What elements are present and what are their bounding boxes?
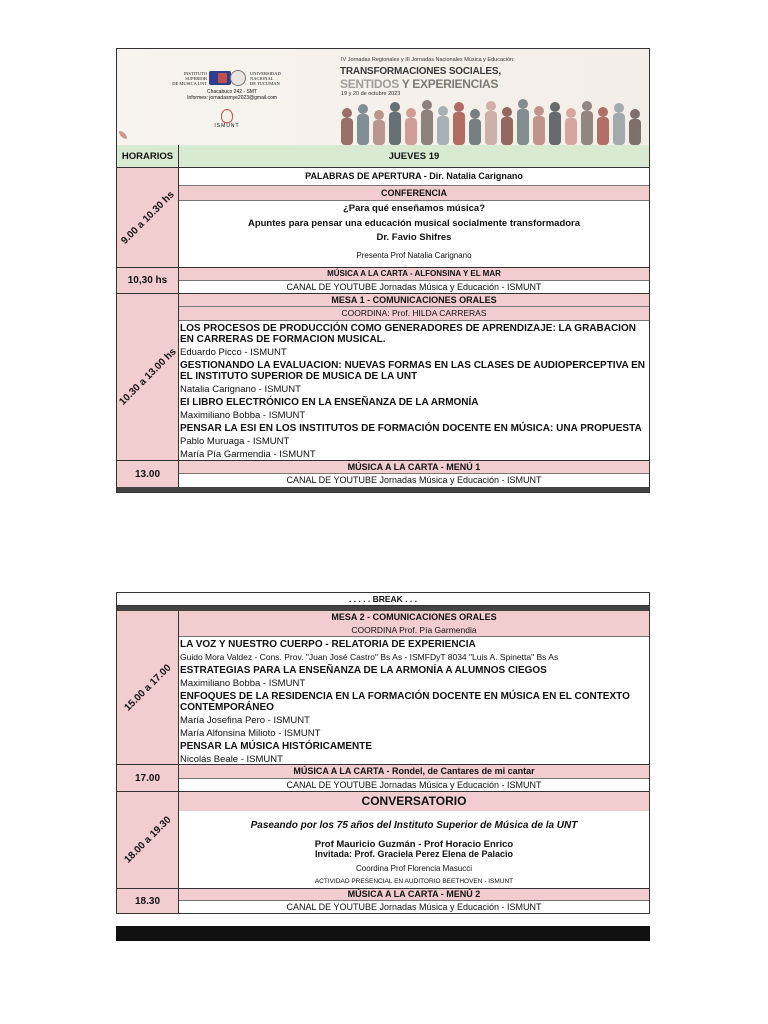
event-line: IV Jornadas Regionales y III Jornadas Nacionales Música y Educación: bbox=[341, 57, 515, 63]
talk-title: LA VOZ Y NUESTRO CUERPO - RELATORIA DE EXPERIENCIA bbox=[180, 639, 476, 650]
event-banner bbox=[117, 49, 649, 146]
time-label: 18.00 a 19.30 bbox=[121, 814, 174, 866]
slot-1030-musica bbox=[117, 268, 649, 294]
conference-speaker: Dr. Favio Shifres bbox=[376, 232, 452, 243]
conversatorio-invitada: Invitada: Prof. Graciela Perez Elena de Palacio bbox=[314, 849, 514, 859]
talk-title: PENSAR LA MÚSICA HISTÓRICAMENTE bbox=[180, 741, 373, 752]
talk-author: Eduardo Picco - ISMUNT bbox=[180, 347, 287, 358]
content-cell bbox=[179, 168, 649, 267]
talk-title: GESTIONANDO LA EVALUACION: NUEVAS FORMAS EN LAS CLASES DE AUDIOPERCEPTIVA EN EL INSTITUTO SUPERIOR DE MUSICA DE LA UNT bbox=[180, 360, 646, 382]
content-cell bbox=[179, 765, 649, 791]
time-label: 15.00 a 17.00 bbox=[121, 661, 174, 714]
table-bottom-rule bbox=[117, 487, 649, 492]
youtube-channel: CANAL DE YOUTUBE Jornadas Música y Educación - ISMUNT bbox=[286, 475, 542, 485]
musica-carta-bar: MÚSICA A LA CARTA - MENÚ 2 bbox=[179, 889, 649, 901]
talk-author: María Pía Garmendia - ISMUNT bbox=[180, 449, 316, 460]
address: Chacabuco 242 - SMT bbox=[206, 89, 258, 95]
event-title-1: TRANSFORMACIONES SOCIALES, bbox=[340, 66, 501, 77]
slot-1800-conversatorio bbox=[117, 792, 649, 889]
mesa-coordinator: COORDINA: Prof. HILDA CARRERAS bbox=[179, 307, 649, 321]
time-cell bbox=[117, 792, 179, 888]
leaf-decoration bbox=[119, 131, 127, 139]
slot-1030-mesa1 bbox=[117, 294, 649, 461]
time-cell: 13.00 bbox=[117, 461, 179, 487]
unt-name: UNIVERSIDAD NACIONAL DE TUCUMAN bbox=[250, 71, 281, 86]
time-cell: 17.00 bbox=[117, 765, 179, 791]
talk-author: Natalia Carignano - ISMUNT bbox=[180, 384, 301, 395]
conference-question: ¿Para qué enseñamos música? bbox=[342, 203, 486, 214]
content-cell bbox=[179, 461, 649, 487]
opening-remarks: PALABRAS DE APERTURA - Dir. Natalia Carignano bbox=[179, 168, 649, 186]
slot-0900 bbox=[117, 168, 649, 268]
conference-presenter: Presenta Prof Natalia Carignano bbox=[356, 251, 472, 260]
unt-seal-icon bbox=[230, 70, 246, 86]
musica-carta-bar: MÚSICA A LA CARTA - ALFONSINA Y EL MAR bbox=[179, 268, 649, 281]
conference-label: CONFERENCIA bbox=[179, 186, 649, 201]
content-cell bbox=[179, 294, 649, 460]
event-title-2: SENTIDOS Y EXPERIENCIAS bbox=[340, 77, 499, 91]
break-row bbox=[117, 593, 649, 606]
time-cell bbox=[117, 611, 179, 764]
conversatorio-subtitle: Paseando por los 75 años del Instituto Superior de Música de la UNT bbox=[250, 820, 578, 831]
youtube-channel: CANAL DE YOUTUBE Jornadas Música y Educación - ISMUNT bbox=[286, 780, 542, 790]
youtube-channel: CANAL DE YOUTUBE Jornadas Música y Educación - ISMUNT bbox=[286, 282, 542, 292]
table-header-row bbox=[117, 145, 649, 168]
ismunt-logo-text: ISMUNT bbox=[214, 123, 240, 129]
time-cell: 18.30 bbox=[117, 889, 179, 913]
ismunt-logo-icon bbox=[221, 109, 233, 123]
talk-author: María Josefina Pero - ISMUNT bbox=[180, 715, 310, 726]
break-label: . . . . . BREAK . . . bbox=[348, 594, 417, 604]
col-header-day: JUEVES 19 bbox=[388, 151, 440, 162]
talk-title: PENSAR LA ESI EN LOS INSTITUTOS DE FORMACIÓN DOCENTE EN MÚSICA: UNA PROPUESTA bbox=[180, 423, 642, 434]
conference-subtitle: Apuntes para pensar una educación musical socialmente transformadora bbox=[247, 218, 581, 229]
time-label: 9.00 a 10.30 hs bbox=[118, 188, 177, 247]
slot-1700-musica bbox=[117, 765, 649, 792]
musica-carta-bar: MÚSICA A LA CARTA - Rondel, de Cantares de mi cantar bbox=[179, 765, 649, 779]
talk-title: ESTRATEGIAS PARA LA ENSEÑANZA DE LA ARMONÍA A ALUMNOS CIEGOS bbox=[180, 665, 547, 676]
talk-title: ENFOQUES DE LA RESIDENCIA EN LA FORMACIÓN DOCENTE EN MÚSICA EN EL CONTEXTO CONTEMPORÁNEO bbox=[180, 691, 630, 713]
talk-title: EI LIBRO ELECTRÓNICO EN LA ENSEÑANZA DE LA ARMONÍA bbox=[180, 397, 479, 408]
col-header-horarios: HORARIOS bbox=[117, 145, 179, 167]
talk-author: Maximiliano Bobba - ISMUNT bbox=[180, 410, 306, 421]
musica-carta-bar: MÚSICA A LA CARTA - MENÚ 1 bbox=[179, 461, 649, 474]
footer-bar bbox=[116, 926, 650, 941]
time-cell bbox=[117, 168, 179, 267]
contact-email: Informes: jornadasmye2023@gmail.com bbox=[187, 95, 277, 101]
mesa-coordinator: COORDINA Prof. Pía Garmendia bbox=[179, 624, 649, 637]
schedule-table-day1-afternoon bbox=[116, 592, 650, 914]
youtube-channel: CANAL DE YOUTUBE Jornadas Música y Educación - ISMUNT bbox=[286, 902, 542, 912]
slot-1830-musica bbox=[117, 889, 649, 913]
conversatorio-title: CONVERSATORIO bbox=[179, 792, 649, 811]
content-cell bbox=[179, 611, 649, 764]
time-cell: 10,30 hs bbox=[117, 268, 179, 293]
conversatorio-actividad: ACTIVIDAD PRESENCIAL EN AUDITORIO BEETHOVEN - ISMUNT bbox=[314, 878, 514, 885]
schedule-table-day1 bbox=[116, 48, 650, 493]
talk-author: Maximiliano Bobba - ISMUNT bbox=[180, 678, 306, 689]
slot-1500-mesa2 bbox=[117, 611, 649, 765]
talk-title: LOS PROCESOS DE PRODUCCIÓN COMO GENERADORES DE APRENDIZAJE: LA GRABACION EN CARRERAS DE FORMACION MUSICAL. bbox=[180, 323, 636, 345]
talk-author: Nicolás Beale - ISMUNT bbox=[180, 754, 283, 764]
talk-author: Guido Mora Valdez - Cons. Prov. "Juan José Castro" Bs As - ISMFDyT 8034 "Luis A. Spinetta" Bs As bbox=[180, 652, 559, 662]
content-cell bbox=[179, 268, 649, 293]
mesa-title: MESA 1 - COMUNICACIONES ORALES bbox=[179, 294, 649, 307]
slot-1300 bbox=[117, 461, 649, 487]
conversatorio-coord: Coordina Prof Florencia Masucci bbox=[355, 864, 473, 873]
time-label: 10.30 a 13.00 hs bbox=[116, 346, 179, 408]
ismunt-emblem bbox=[209, 71, 231, 85]
talk-author: María Alfonsina Milioto - ISMUNT bbox=[180, 728, 321, 739]
content-cell bbox=[179, 889, 649, 913]
conversatorio-profs: Prof Mauricio Guzmán - Prof Horacio Enrico bbox=[314, 839, 514, 850]
ismunt-name: INSTITUTO SUPERIOR DE MUSICA UNT bbox=[172, 71, 207, 86]
talk-author: Pablo Muruaga - ISMUNT bbox=[180, 436, 290, 447]
content-cell bbox=[179, 792, 649, 888]
mesa-title: MESA 2 - COMUNICACIONES ORALES bbox=[179, 611, 649, 624]
time-cell bbox=[117, 294, 179, 460]
crowd-illustration bbox=[337, 95, 649, 145]
event-dates: 19 y 20 de octubre 2023 bbox=[341, 91, 401, 97]
